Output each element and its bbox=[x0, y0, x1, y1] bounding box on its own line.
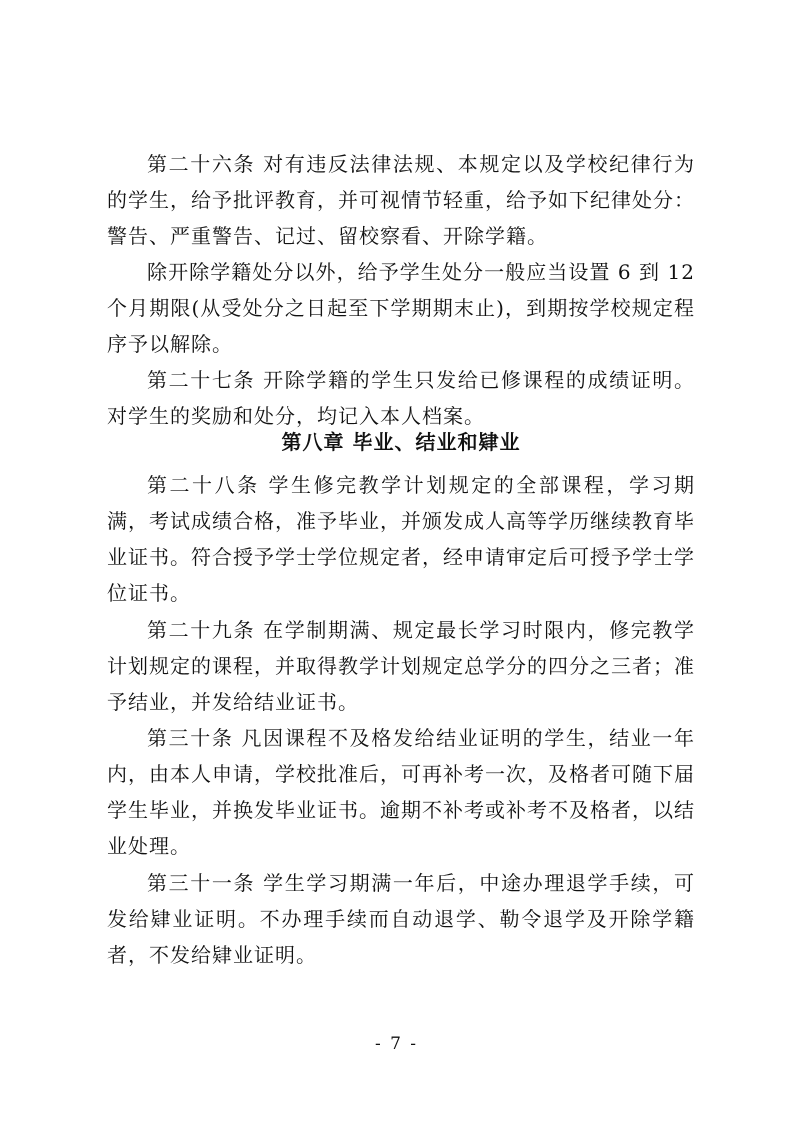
penalty-period-paragraph: 除开除学籍处分以外，给予学生处分一般应当设置 6 到 12 个月期限(从受处分之日起至下学期期末止)，到期按学校规定程序予以解除。 bbox=[107, 260, 695, 356]
article-30-paragraph: 第三十条 凡因课程不及格发给结业证明的学生，结业一年内，由本人申请，学校批准后，可再补考一次，及格者可随下届学生毕业，并换发毕业证书。逾期不补考或补考不及格者，以结业处理。 bbox=[107, 726, 695, 858]
page-number: - 7 - bbox=[374, 1034, 419, 1054]
article-31-paragraph: 第三十一条 学生学习期满一年后，中途办理退学手续，可发给肄业证明。不办理手续而自动退学、勒令退学及开除学籍者，不发给肄业证明。 bbox=[107, 871, 695, 967]
article-26-paragraph: 第二十六条 对有违反法律法规、本规定以及学校纪律行为的学生，给予批评教育，并可视情节轻重，给予如下纪律处分：警告、严重警告、记过、留校察看、开除学籍。 bbox=[107, 152, 695, 248]
article-28-paragraph: 第二十八条 学生修完教学计划规定的全部课程，学习期满，考试成绩合格，准予毕业，并颁发成人高等学历继续教育毕业证书。符合授予学士学位规定者，经申请审定后可授予学士学位证书。 bbox=[107, 473, 695, 605]
article-29-paragraph: 第二十九条 在学制期满、规定最长学习时限内，修完教学计划规定的课程，并取得教学计划规定总学分的四分之三者；准予结业，并发给结业证书。 bbox=[107, 618, 695, 714]
chapter-heading: 第八章 毕业、结业和肄业 bbox=[281, 430, 521, 454]
article-27-paragraph: 第二十七条 开除学籍的学生只发给已修课程的成绩证明。对学生的奖励和处分，均记入本人档案。 bbox=[107, 368, 695, 428]
